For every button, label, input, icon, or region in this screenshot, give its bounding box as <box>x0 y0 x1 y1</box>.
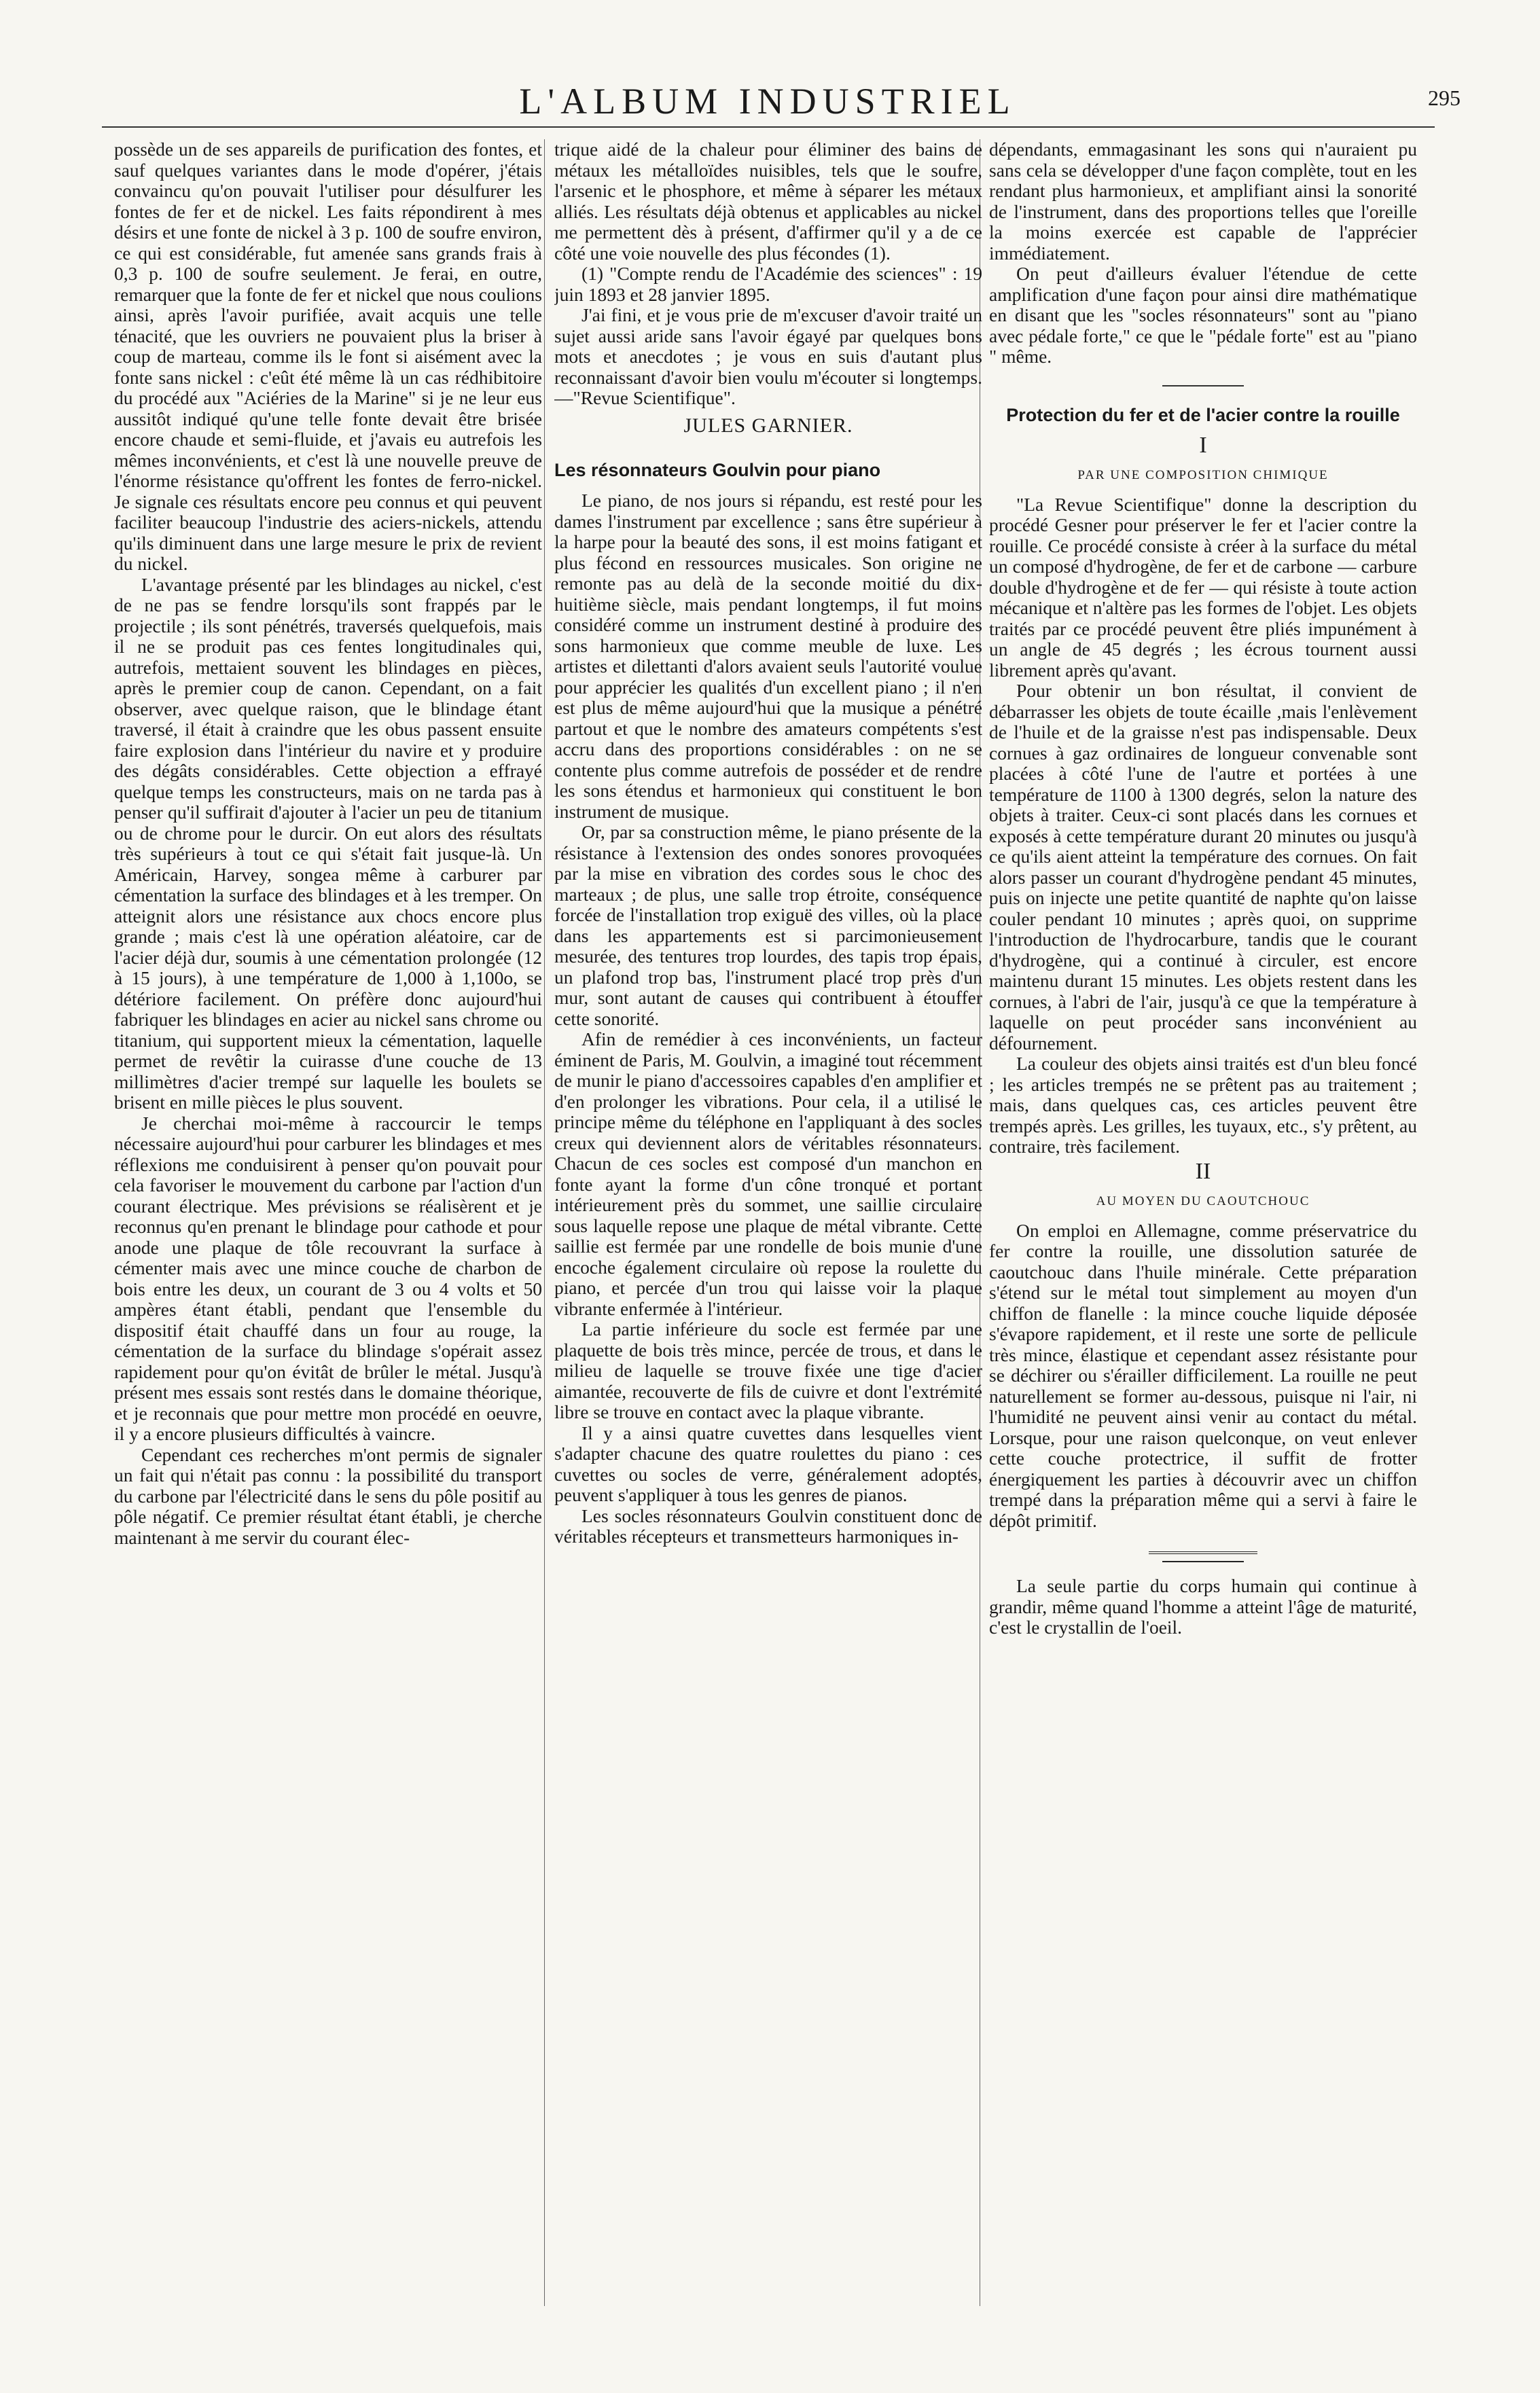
paragraph: possède un de ses appareils de purification des fontes, et sauf quelques variantes dans le mode d'opérer, j'étais convaincu qu'on pouvait l'utiliser pour désulfurer les fontes de fer et de nickel. Les faits répondirent à mes désirs et une fonte de nickel à 3 p. 100 de soufre environ, ce qui est considérable, fut amenée sans grands frais à 0,3 p. 100 de soufre seulement. Je ferai, en outre, remarquer que la fonte de fer et nickel que nous coulions ainsi, après l'avoir purifiée, avait acquis une telle ténacité, que les ouvriers ne pouvaient plus la briser à coup de marteau, comme ils le font si aisément avec la fonte sans nickel : c'eût été même là un cas rédhibitoire du procédé aux "Aciéries de la Marine" si je ne leur eus aussitôt indiqué qu'une telle fonte devait être brisée encore chaude et semi-fluide, et j'avais eu autrefois les mêmes inconvénients, et c'est là une nouvelle preuve de l'énorme résistance qu'offrent les fontes de ferro-nickel. Je signale ces résultats encore peu connus et qui peuvent faciliter beaucoup l'industrie des aciers-nickels, attendu qu'ils diminuent dans une large mesure le prix de revient du nickel. <box>114 139 542 574</box>
paragraph: La seule partie du corps humain qui continue à grandir, même quand l'homme a atteint l'âge de maturité, c'est le crystallin de l'oeil. <box>989 1575 1417 1638</box>
paragraph: dépendants, emmagasinant les sons qui n'auraient pu sans cela se développer d'une façon complète, tout en les rendant plus harmonieux, et amplifiant ainsi la sonorité de l'instrument, dans des proportions telles que l'oreille la moins exercée est capable de l'apprécier immédiatement. <box>989 139 1417 264</box>
paragraph: On peut d'ailleurs évaluer l'étendue de cette amplification d'une façon pour ainsi dire mathématique en disant que les "socles résonnateurs" sont au "piano avec pédale forte," ce que le "pédale forte" est au "piano " même. <box>989 263 1417 367</box>
paragraph: Le piano, de nos jours si répandu, est resté pour les dames l'instrument par excellence ; sans être supérieur à la harpe pour la beauté des sons, il est moins fatigant et plus fécond en ressources musicales. Son origine ne remonte pas au delà de la seconde moitié du dix-huitième siècle, mais pendant longtemps, il fut moins considéré comme un instrument destiné à produire des sons harmonieux que comme meuble de luxe. Les artistes et dilettanti d'alors avaient seuls l'autorité voulue pour apprécier les qualités d'un excellent piano ; il n'en est plus de même aujourd'hui que la musique a pénétré partout et que le nombre des amateurs compétents s'est accru dans des proportions considérables : on ne se contente plus comme autrefois de posséder et de rendre les sons étendus et harmonieux qui constituent le bon instrument de musique. <box>554 490 982 822</box>
paragraph: trique aidé de la chaleur pour éliminer des bains de métaux les métalloïdes nuisibles, tels que le soufre, l'arsenic et le phosphore, et même à séparer les métaux alliés. Les résultats déjà obtenus et applicables au nickel me permettent dès à présent, d'affirmer qu'il y a de ce côté une voie nouvelle des plus fécondes (1). <box>554 139 982 264</box>
header-rule <box>102 126 1435 128</box>
section-subtitle: AU MOYEN DU CAOUTCHOUC <box>1096 1194 1310 1208</box>
column-3 <box>989 139 1417 2313</box>
article-title: Les résonnateurs Goulvin pour piano <box>554 460 881 480</box>
paragraph: Les socles résonnateurs Goulvin constituent donc de véritables récepteurs et transmetteurs harmoniques in- <box>554 1505 982 1547</box>
paragraph: Or, par sa construction même, le piano présente de la résistance à l'extension des ondes sonores provoquées par la mise en vibration des cordes sous le choc des marteaux ; de plus, une salle trop étroite, conséquence forcée de l'installation trop exiguë des villes, où la place dans les appartements est si parcimonieusement mesurée, des tentures trop lourdes, des tapis trop épais, un plafond trop bas, l'instrument placé trop près d'un mur, sont autant de causes qui contribuent à étouffer cette sonorité. <box>554 821 982 1029</box>
article-title: Protection du fer et de l'acier contre la rouille <box>1006 404 1400 425</box>
paragraph: On emploi en Allemagne, comme préservatrice du fer contre la rouille, une dissolution saturée de caoutchouc dans l'huile minérale. Cette préparation s'étend sur le métal tout simplement au moyen d'un chiffon de flanelle : la mince couche liquide déposée s'évapore rapidement, et il reste une sorte de pellicule très mince, élastique et cependant assez résistante pour se déchirer ou s'érailler difficilement. La rouille ne peut naturellement se former au-dessous, puisque ni l'air, ni l'humidité ne peuvent ainsi venir au contact du métal. Lorsque, pour une raison quelconque, on veut enlever cette couche protectrice, il suffit de frotter énergiquement les parties à découvrir avec un chiffon trempé dans la préparation même qui a servi à faire le dépôt primitif. <box>989 1219 1417 1531</box>
page-number: 295 <box>1428 86 1461 110</box>
paragraph: Je cherchai moi-même à raccourcir le temps nécessaire aujourd'hui pour carburer les blindages et mes réflexions me conduisirent à penser qu'on pouvait pour cela favoriser le mouvement du carbone par l'action d'un courant électrique. Mes prévisions se réalisèrent et je reconnus qu'en prenant le blindage pour cathode et pour anode une plaque de tôle recouvrant la surface à cémenter mais avec une mince couche de charbon de bois entre les deux, un courant de 3 ou 4 volts et 50 ampères étant établi, pendant que l'ensemble du dispositif était chauffé dans un four au rouge, la cémentation de la surface du blindage s'opérait assez rapidement pour qu'on évitât de brûler le métal. Jusqu'à présent mes essais sont restés dans le domaine théorique, et je reconnais que pour mettre mon procédé en oeuvre, il y a encore plusieurs difficultés à vaincre. <box>114 1112 542 1444</box>
paragraph: J'ai fini, et je vous prie de m'excuser d'avoir traité un sujet aussi aride sans l'avoir égayé par quelques bons mots et anecdotes ; je vous en suis d'autant plus reconnaissant d'avoir bien voulu m'écouter si longtemps.—"Revue Scientifique". <box>554 304 982 408</box>
paragraph: Pour obtenir un bon résultat, il convient de débarrasser les objets de toute écaille ,mais l'enlèvement de l'huile et de la graisse n'est pas indispensable. Deux cornues à gaz ordinaires de longueur convenable sont placées à côté l'une de l'autre et portées à une température de 1100 à 1300 degrés, selon la nature des objets à traiter. Ceux-ci sont placés dans les cornues et exposés à cette température durant 20 minutes ou jusqu'à ce qu'ils aient atteint la température des cornues. On fait alors passer un courant d'hydrogène pendant 45 minutes, puis on injecte une petite quantité de naphte qu'on laisse couler pendant 10 minutes ; après quoi, on supprime l'introduction de l'hydrocarbure, tandis que le courant d'hydrogène, qui a continué à circuler, est encore maintenu durant 15 minutes. Les objets restent dans les cornues, à l'abri de l'air, jusqu'à ce que la température à laquelle on peut procéder sans inconvénient au défournement. <box>989 680 1417 1054</box>
column-divider <box>544 139 545 2306</box>
section-number: I <box>1199 432 1207 458</box>
paragraph: "La Revue Scientifique" donne la description du procédé Gesner pour préserver le fer et l'acier contre la rouille. Ce procédé consiste à créer à la surface du métal un composé d'hydrogène, de fer et de carbone — carbure double d'hydrogène et de fer — qui résiste à toute action mécanique et n'altère pas les formes de l'objet. Les objets traités par ce procédé peuvent être pliés impunément à un angle de 45 degrés ; les écrous tournent aussi librement après qu'avant. <box>989 493 1417 681</box>
column-2 <box>554 139 982 2313</box>
separator <box>1162 385 1244 386</box>
footnote: (1) "Compte rendu de l'Académie des sciences" : 19 juin 1893 et 28 janvier 1895. <box>554 263 982 305</box>
page-header <box>102 80 1461 122</box>
paragraph: Afin de remédier à ces inconvénients, un facteur éminent de Paris, M. Goulvin, a imaginé tout récemment de munir le piano d'accessoires capables d'en amplifier et d'en prolonger les vibrations. Pour cela, il a utilisé le principe même du téléphone en l'appliquant à des socles creux qui deviennent alors de véritables résonnateurs. Chacun de ces socles est composé d'un manchon en fonte ayant la forme d'un cône tronqué et portant intérieurement près du sommet, une saillie circulaire sous laquelle repose une plaque de métal vibrante. Cette saillie est fermée par une rondelle de bois munie d'une encoche également circulaire où repose la roulette du piano, et percée d'un trou qui laisse voir la plaque vibrante enfermée à l'intérieur. <box>554 1028 982 1319</box>
double-rule-separator <box>1149 1551 1257 1562</box>
author-signature: JULES GARNIER. <box>683 414 853 437</box>
paragraph: L'avantage présenté par les blindages au nickel, c'est de ne pas se fendre lorsqu'ils sont frappés par le projectile ; ils sont pénétrés, traversés quelquefois, mais il ne se produit pas ces fentes longitudinales qui, autrefois, mettaient souvent les blindages en pièces, après le premier coup de canon. Cependant, on a fait observer, avec quelque raison, que le blindage étant traversé, il était à craindre que les obus passent ensuite faire explosion dans l'intérieur du navire et y produire des dégâts considérables. Cette objection a effrayé quelque temps les constructeurs, mais on ne tarda pas à penser qu'il suffirait d'ajouter à l'acier un peu de titanium ou de chrome pour le durcir. On eut alors des résultats très supérieurs à tout ce qui s'était fait jusque-là. Un Américain, Harvey, songea même à carburer par cémentation la surface des blindages et à les tremper. On atteignit alors une résistance aux chocs encore plus grande ; mais c'est là une opération aléatoire, car de l'acier déjà dur, soumis à une cémentation prolongée (12 à 15 jours), à une température de 1,000 à 1,100o, se détériore facilement. On préfère donc aujourd'hui fabriquer les blindages en acier au nickel sans chrome ou titanium, qui supportent mieux la cémentation, laquelle permet de revêtir la cuirasse d'une couche de 13 millimètres d'acier trempé sur laquelle les boulets se brisent en mille pièces le plus souvent. <box>114 573 542 1113</box>
section-number: II <box>1195 1158 1211 1184</box>
paragraph: La couleur des objets ainsi traités est d'un bleu foncé ; les articles trempés ne se prêtent pas au traitement ; mais, dans quelques cas, ces articles peuvent être trempés après. Les grilles, les tuyaux, etc., s'y prêtent, au contraire, très facilement. <box>989 1053 1417 1157</box>
paragraph: Cependant ces recherches m'ont permis de signaler un fait qui n'était pas connu : la possibilité du transport du carbone par l'électricité dans le sens du pôle positif au pôle négatif. Ce premier résultat étant établi, je cherche maintenant à me servir du courant élec- <box>114 1443 542 1548</box>
column-1 <box>114 139 542 2313</box>
running-title: L'ALBUM INDUSTRIEL <box>519 81 1016 122</box>
paragraph: Il y a ainsi quatre cuvettes dans lesquelles vient s'adapter chacune des quatre roulettes du piano : ces cuvettes ou socles de verre, généralement adoptés, peuvent s'appliquer à tous les genres de pianos. <box>554 1422 982 1505</box>
section-subtitle: PAR UNE COMPOSITION CHIMIQUE <box>1077 468 1329 482</box>
paragraph: La partie inférieure du socle est fermée par une plaquette de bois très mince, percée de trous, et dans le milieu de laquelle se trouve fixée une tige d'acier aimantée, recouverte de fils de cuivre et dont l'extrémité libre se trouve en contact avec la plaque vibrante. <box>554 1318 982 1422</box>
